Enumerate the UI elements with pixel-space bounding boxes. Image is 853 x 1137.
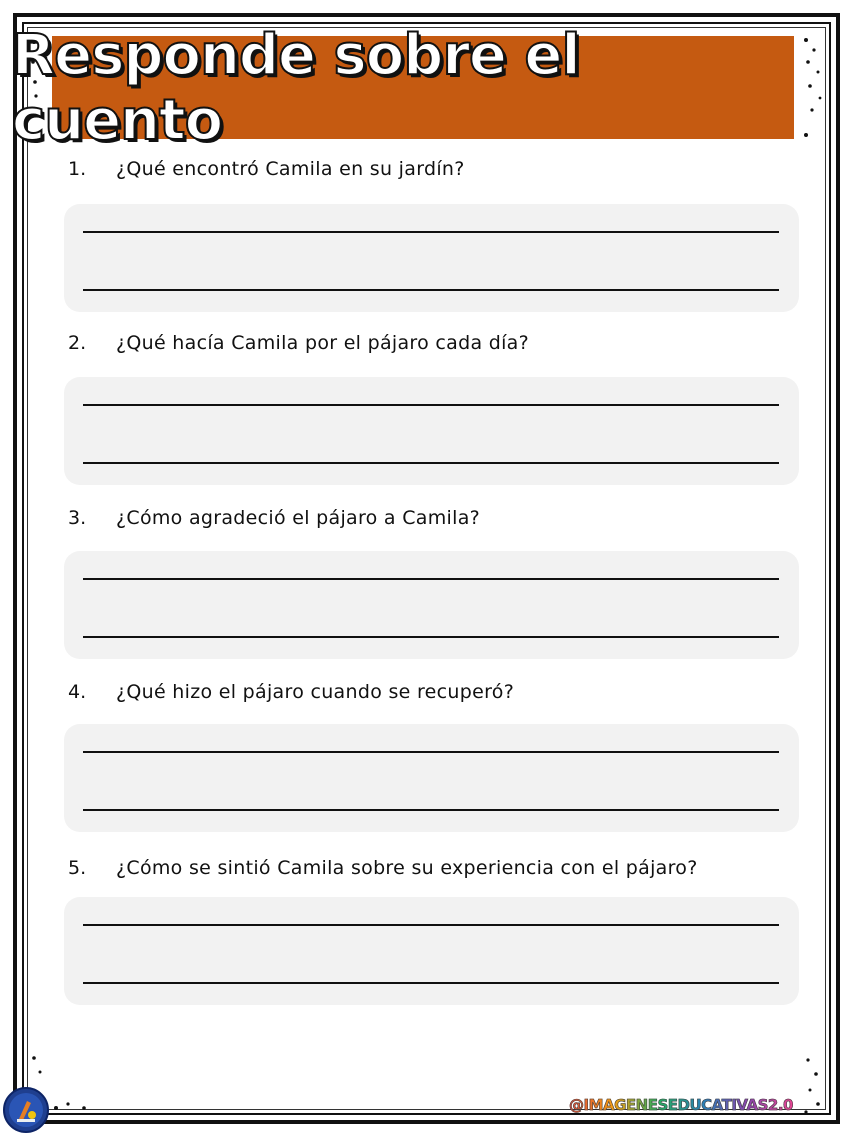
question-text: ¿Cómo agradeció el pájaro a Camila? — [116, 507, 481, 529]
answer-line — [83, 289, 779, 291]
question-text: ¿Qué hizo el pájaro cuando se recuperó? — [116, 681, 515, 703]
question-text: ¿Qué hacía Camila por el pájaro cada día? — [116, 332, 529, 354]
answer-line — [83, 578, 779, 580]
answer-line — [83, 751, 779, 753]
publisher-logo-icon — [3, 1087, 49, 1133]
question-5 — [68, 853, 788, 883]
answer-box-1[interactable] — [64, 204, 799, 312]
question-1 — [68, 154, 788, 184]
answer-line — [83, 809, 779, 811]
answer-box-5[interactable] — [64, 897, 799, 1005]
answer-box-3[interactable] — [64, 551, 799, 659]
question-text: ¿Qué encontró Camila en su jardín? — [116, 158, 465, 180]
answer-line — [83, 462, 779, 464]
question-number: 3. — [68, 507, 87, 529]
answer-line — [83, 231, 779, 233]
answer-line — [83, 982, 779, 984]
question-number: 4. — [68, 681, 87, 703]
answer-line — [83, 924, 779, 926]
page-title: Responde sobre el cuento — [12, 22, 580, 153]
question-number: 2. — [68, 332, 87, 354]
answer-line — [83, 636, 779, 638]
title-banner — [12, 22, 794, 153]
question-2 — [68, 328, 788, 358]
question-3 — [68, 503, 788, 533]
question-number: 5. — [68, 857, 87, 879]
answer-box-4[interactable] — [64, 724, 799, 832]
answer-line — [83, 404, 779, 406]
question-4 — [68, 677, 788, 707]
question-text: ¿Cómo se sintió Camila sobre su experiencia con el pájaro? — [116, 857, 698, 879]
answer-box-2[interactable] — [64, 377, 799, 485]
footer-credit: @IMAGENESEDUCATIVAS2.0 — [569, 1096, 793, 1114]
question-number: 1. — [68, 158, 87, 180]
